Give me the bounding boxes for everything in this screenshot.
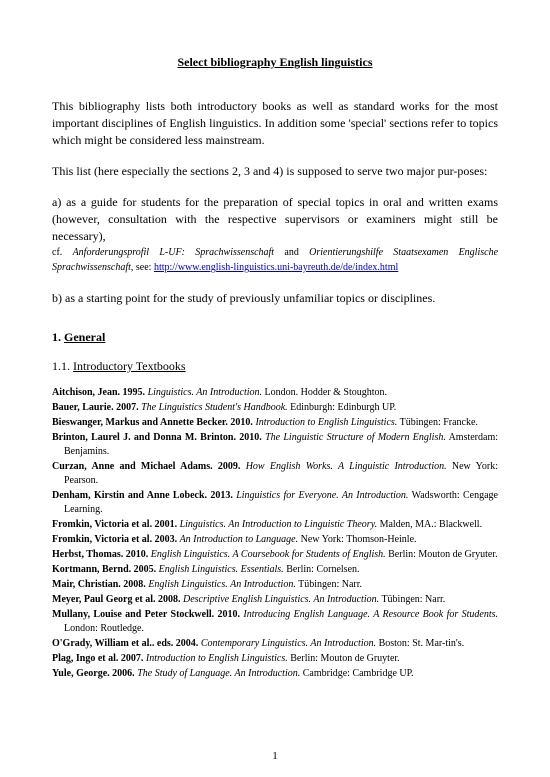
reference-publisher: New York: Thomson-Heinle.	[300, 534, 417, 545]
reference-author: Brinton, Laurel J. and Donna M. Brinton. 2010.	[52, 432, 262, 443]
reference-entry	[52, 563, 498, 577]
reference-entry	[52, 460, 498, 488]
reference-title: English Linguistics. Essentials.	[158, 564, 284, 575]
cf-document-2: Orientierungshilfe Staatsexamen Englische Sprachwissenschaft	[52, 247, 499, 273]
reference-entry	[52, 518, 498, 532]
reference-publisher: Berlin: Mouton de Gryuter.	[388, 549, 498, 560]
reference-entry	[52, 608, 498, 636]
reference-title: English Linguistics. An Introduction.	[148, 579, 296, 590]
reference-author: Herbst, Thomas. 2010.	[52, 549, 149, 560]
purpose-b-paragraph: b) as a starting point for the study of previously unfamiliar topics or disciplines.	[52, 291, 436, 305]
reference-list	[52, 386, 498, 681]
cf-and: and	[284, 247, 299, 258]
reference-publisher: Amsterdam: Benjamins.	[64, 432, 499, 457]
reference-entry	[52, 489, 498, 517]
reference-title: Contemporary Linguistics. An Introduction.	[200, 638, 377, 649]
section-heading-general	[52, 329, 498, 346]
reference-entry	[52, 667, 498, 681]
reference-publisher: Edinburgh: Edinburgh UP.	[290, 402, 397, 413]
reference-title: The Linguistics Student's Handbook.	[141, 402, 288, 413]
reference-author: Curzan, Anne and Michael Adams. 2009.	[52, 461, 241, 472]
reference-author: Kortmann, Bernd. 2005.	[52, 564, 157, 575]
purpose-paragraph: This list (here especially the sections 2, 3 and 4) is supposed to serve two major pur-poses:	[52, 164, 488, 178]
reference-entry	[52, 578, 498, 592]
reference-author: Bieswanger, Markus and Annette Becker. 2010.	[52, 417, 253, 428]
reference-author: Fromkin, Victoria et al. 2003.	[52, 534, 178, 545]
reference-title: Introduction to English Linguistics.	[255, 417, 398, 428]
department-link[interactable]: http://www.english-linguistics.uni-bayreuth.de/de/index.html	[153, 262, 399, 273]
section-title: General	[64, 330, 106, 344]
reference-publisher: Tübingen: Narr.	[298, 579, 363, 590]
subsection-number: 1.1.	[52, 359, 70, 373]
subsection-title: Introductory Textbooks	[73, 359, 186, 373]
reference-author: Aitchison, Jean. 1995.	[52, 387, 146, 398]
reference-entry	[52, 637, 498, 651]
reference-publisher: Malden, MA.: Blackwell.	[379, 519, 483, 530]
reference-publisher: Cambridge: Cambridge UP.	[302, 668, 414, 679]
reference-publisher: Wadsworth: Cengage Learning.	[64, 490, 498, 515]
reference-title: The Linguistic Structure of Modern English.	[265, 432, 446, 443]
reference-author: Fromkin, Victoria et al. 2001.	[52, 519, 178, 530]
purpose-a-paragraph: a) as a guide for students for the preparation of special topics in oral and written exams (however, consultation with the respective supervisors or examiners might still be necessary),	[52, 195, 498, 243]
reference-author: Bauer, Laurie. 2007.	[52, 402, 139, 413]
reference-publisher: Berlin: Cornelsen.	[286, 564, 360, 575]
reference-title: The Study of Language. An Introduction.	[137, 668, 301, 679]
reference-author: O'Grady, William et al.. eds. 2004.	[52, 638, 199, 649]
reference-title: Introducing English Language. A Resource Book for Students.	[243, 609, 499, 620]
page-content	[52, 44, 498, 682]
page-number: 1	[272, 750, 278, 762]
reference-entry	[52, 652, 498, 666]
cf-see: , see:	[130, 262, 152, 273]
reference-title: English Linguistics. A Coursebook for Students of English.	[150, 549, 386, 560]
reference-author: Mullany, Louise and Peter Stockwell. 2010.	[52, 609, 241, 620]
intro-paragraph: This bibliography lists both introductory books as well as standard works for the most important disciplines of English linguistics. In addition some 'special' sections refer to topics which might be considered less mainstream.	[52, 99, 498, 147]
reference-entry	[52, 548, 498, 562]
reference-entry	[52, 533, 498, 547]
reference-author: Plag, Ingo et al. 2007.	[52, 653, 144, 664]
reference-entry	[52, 593, 498, 607]
cf-document-1: Anforderungsprofil L-UF: Sprachwissenschaft	[72, 247, 275, 258]
reference-publisher: New York: Pearson.	[64, 461, 499, 486]
reference-publisher: Tübingen: Francke.	[399, 417, 478, 428]
reference-title: Linguistics. An Introduction to Linguistic Theory.	[179, 519, 378, 530]
reference-entry	[52, 431, 498, 459]
reference-publisher: London. Hodder & Stoughton.	[264, 387, 388, 398]
reference-author: Denham, Kirstin and Anne Lobeck. 2013.	[52, 490, 233, 501]
reference-entry	[52, 416, 498, 430]
reference-entry	[52, 386, 498, 400]
reference-author: Meyer, Paul Georg et al. 2008.	[52, 594, 181, 605]
reference-title: An Introduction to Language.	[179, 534, 299, 545]
reference-entry	[52, 401, 498, 415]
reference-author: Yule, George. 2006.	[52, 668, 135, 679]
cf-note	[52, 245, 498, 275]
reference-publisher: Berlin: Mouton de Gruyter.	[290, 653, 400, 664]
reference-title: How English Works. A Linguistic Introduction.	[245, 461, 447, 472]
reference-publisher: London: Routledge.	[64, 623, 144, 634]
reference-title: Introduction to English Linguistics.	[145, 653, 288, 664]
subsection-heading-introductory-textbooks	[52, 358, 498, 375]
section-number: 1.	[52, 330, 61, 344]
reference-publisher: Boston: St. Mar-tin's.	[378, 638, 465, 649]
reference-title: Linguistics. An Introduction.	[147, 387, 263, 398]
page-title: Select bibliography English linguistics	[177, 55, 373, 69]
reference-title: Linguistics for Everyone. An Introduction.	[236, 490, 409, 501]
reference-title: Descriptive English Linguistics. An Introduction.	[183, 594, 380, 605]
cf-prefix: cf.	[52, 247, 63, 258]
reference-publisher: Tübingen: Narr.	[381, 594, 446, 605]
reference-author: Mair, Christian. 2008.	[52, 579, 146, 590]
